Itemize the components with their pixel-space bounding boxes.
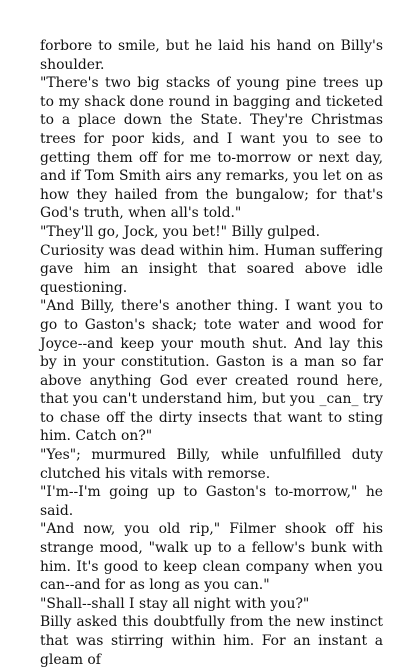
page-text <box>40 37 383 669</box>
paragraph: "I'm--I'm going up to Gaston's to-morrow," he said. <box>40 484 383 519</box>
paragraph: "They'll go, Jock, you bet!" Billy gulped. <box>40 223 320 240</box>
paragraph: forbore to smile, but he laid his hand on Billy's shoulder. <box>40 38 383 73</box>
paragraph: "There's two big stacks of young pine trees up to my shack done round in bagging and ticketed to a place down the State. They're Christmas trees for poor kids, and I want you to see to getting them off for me to-morrow or next day, and if Tom Smith airs any remarks, you let on as how they hailed from the bungalow; for that's God's truth, when all's told." <box>40 75 383 222</box>
paragraph: Billy asked this doubtfully from the new instinct that was stirring within him. For an instant a gleam of <box>40 614 383 668</box>
paragraph: "Yes"; murmured Billy, while unfulfilled duty clutched his vitals with remorse. <box>40 447 383 482</box>
paragraph: Curiosity was dead within him. Human suffering gave him an insight that soared above idle questioning. <box>40 242 383 296</box>
paragraph: "And Billy, there's another thing. I want you to go to Gaston's shack; tote water and wood for Joyce--and keep your mouth shut. And lay this by in your constitution. Gaston is a man so far above anything God ever created round here, that you can't understand him, but you _can_ try to chase off the dirty insects that want to sting him. Catch on?" <box>40 298 383 445</box>
paragraph: "And now, you old rip," Filmer shook off his strange mood, "walk up to a fellow's bunk with him. It's good to keep clean company when you can--and for as long as you can." <box>40 521 383 594</box>
paragraph: "Shall--shall I stay all night with you?" <box>40 595 310 612</box>
